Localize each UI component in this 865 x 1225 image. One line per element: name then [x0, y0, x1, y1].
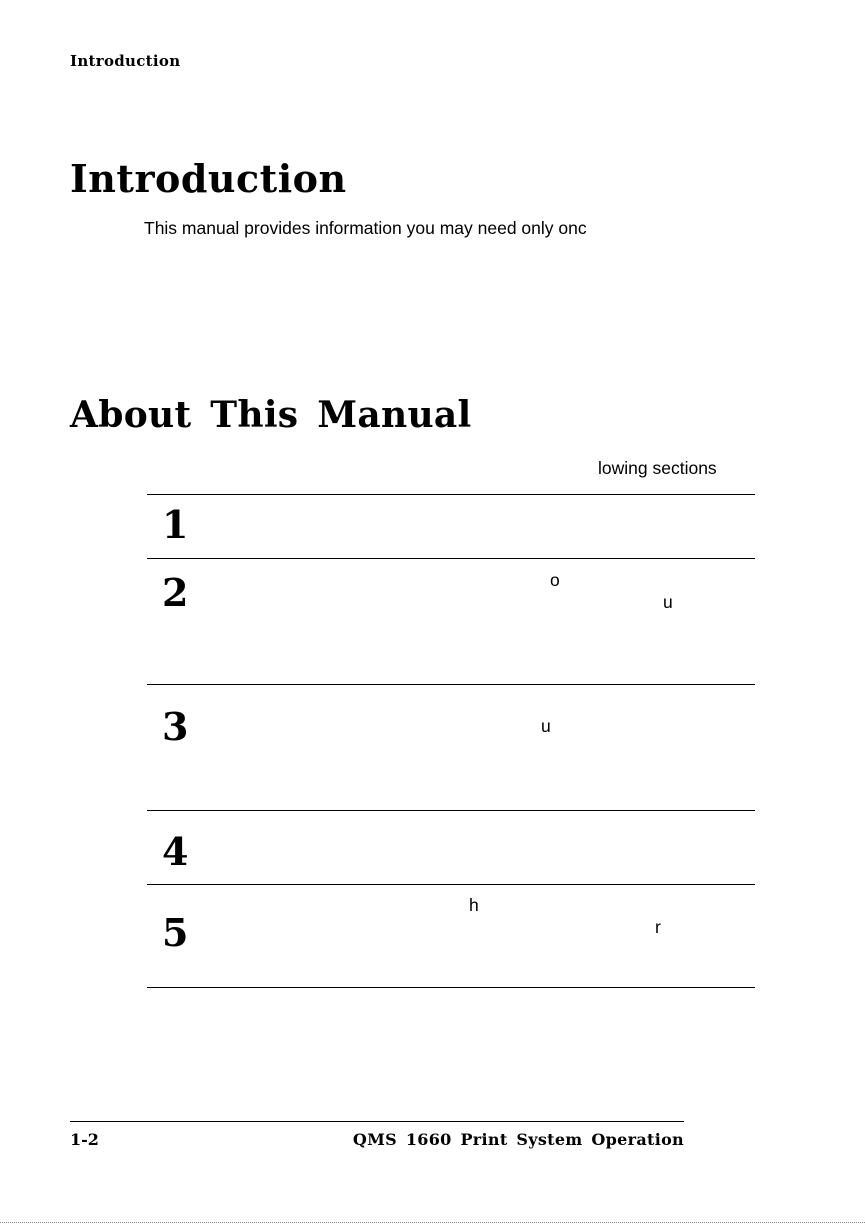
section-text-fragment: r [655, 917, 661, 937]
section-number: 3 [162, 704, 189, 749]
table-rule [147, 810, 755, 811]
table-rule [147, 684, 755, 685]
section-text-fragment: o [550, 570, 560, 590]
section-number: 1 [162, 502, 189, 547]
section-number: 5 [162, 910, 189, 955]
section-text-fragment: u [541, 716, 551, 736]
page-edge-divider [0, 1222, 865, 1223]
book-title: QMS 1660 Print System Operation [352, 1130, 684, 1149]
table-rule [147, 558, 755, 559]
page-number: 1-2 [70, 1130, 99, 1149]
section-number: 4 [162, 829, 189, 874]
intro-paragraph: This manual provides information you may need only onc [144, 218, 587, 238]
about-manual-heading: About This Manual [70, 394, 472, 436]
running-header: Introduction [70, 52, 181, 70]
footer-rule [70, 1121, 684, 1122]
introduction-heading: Introduction [70, 156, 347, 201]
section-number: 2 [162, 570, 189, 615]
table-rule-top [147, 494, 755, 495]
section-text-fragment: u [663, 592, 673, 612]
sections-lead-text: lowing sections [598, 458, 717, 478]
section-text-fragment: h [469, 895, 479, 915]
table-rule-bottom [147, 987, 755, 988]
table-rule [147, 884, 755, 885]
